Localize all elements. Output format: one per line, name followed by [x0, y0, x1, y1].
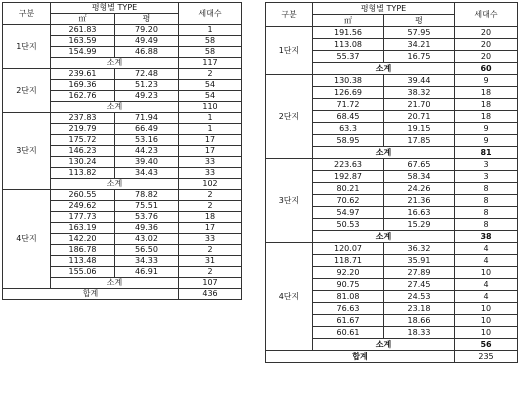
area-pyeong-cell: 36.32 [384, 243, 455, 255]
table-row [266, 159, 518, 171]
pyeong-header: 평 [115, 14, 179, 25]
area-sqm-cell: 249.62 [51, 201, 115, 212]
household-count-cell: 31 [179, 256, 242, 267]
household-count-cell: 17 [179, 146, 242, 157]
household-count-cell: 58 [179, 36, 242, 47]
area-pyeong-cell: 21.36 [384, 195, 455, 207]
household-count-cell: 4 [455, 291, 518, 303]
household-count-cell: 8 [455, 207, 518, 219]
subtotal-label: 소계 [51, 179, 179, 190]
household-count-cell: 9 [455, 123, 518, 135]
area-sqm-cell: 92.20 [313, 267, 384, 279]
pyeong-header: 평 [384, 15, 455, 27]
area-pyeong-cell: 15.29 [384, 219, 455, 231]
area-sqm-cell: 81.08 [313, 291, 384, 303]
area-pyeong-cell: 57.95 [384, 27, 455, 39]
area-pyeong-cell: 21.70 [384, 99, 455, 111]
household-count-cell: 9 [455, 75, 518, 87]
household-count-cell: 9 [455, 135, 518, 147]
household-count-cell: 33 [179, 168, 242, 179]
household-count-cell: 33 [179, 157, 242, 168]
complex-name: 4단지 [266, 243, 313, 351]
area-pyeong-cell: 43.02 [115, 234, 179, 245]
area-sqm-cell: 142.20 [51, 234, 115, 245]
area-sqm-cell: 239.61 [51, 69, 115, 80]
household-count-cell: 4 [455, 255, 518, 267]
complex-name: 2단지 [266, 75, 313, 159]
table-row [3, 190, 242, 201]
area-sqm-cell: 68.45 [313, 111, 384, 123]
subtotal-label: 소계 [51, 102, 179, 113]
area-sqm-cell: 162.76 [51, 91, 115, 102]
area-pyeong-cell: 72.48 [115, 69, 179, 80]
complex-name: 3단지 [266, 159, 313, 243]
household-count-cell: 2 [179, 245, 242, 256]
household-count-cell: 10 [455, 327, 518, 339]
subtotal-value: 38 [455, 231, 518, 243]
area-sqm-cell: 126.69 [313, 87, 384, 99]
household-count-cell: 54 [179, 91, 242, 102]
area-sqm-cell: 50.53 [313, 219, 384, 231]
sqm-header: ㎡ [313, 15, 384, 27]
subtotal-label: 소계 [313, 147, 455, 159]
household-count-cell: 3 [455, 171, 518, 183]
household-count-cell: 18 [455, 87, 518, 99]
household-count-cell: 4 [455, 279, 518, 291]
household-count-cell: 1 [179, 25, 242, 36]
area-pyeong-cell: 38.32 [384, 87, 455, 99]
subtotal-label: 소계 [51, 58, 179, 69]
area-pyeong-cell: 39.44 [384, 75, 455, 87]
area-sqm-cell: 130.24 [51, 157, 115, 168]
complex-name: 1단지 [3, 25, 51, 69]
area-sqm-cell: 261.83 [51, 25, 115, 36]
area-pyeong-cell: 46.91 [115, 267, 179, 278]
area-pyeong-cell: 79.20 [115, 25, 179, 36]
area-sqm-cell: 113.08 [313, 39, 384, 51]
area-pyeong-cell: 18.33 [384, 327, 455, 339]
area-sqm-cell: 118.71 [313, 255, 384, 267]
area-pyeong-cell: 27.89 [384, 267, 455, 279]
area-sqm-cell: 113.48 [51, 256, 115, 267]
area-sqm-cell: 169.36 [51, 80, 115, 91]
total-row [3, 289, 242, 300]
complex-name: 1단지 [266, 27, 313, 75]
area-sqm-cell: 60.61 [313, 327, 384, 339]
area-pyeong-cell: 27.45 [384, 279, 455, 291]
household-count-cell: 20 [455, 39, 518, 51]
area-sqm-cell: 223.63 [313, 159, 384, 171]
right-unit-table [265, 2, 518, 363]
area-sqm-cell: 63.3 [313, 123, 384, 135]
area-sqm-cell: 113.82 [51, 168, 115, 179]
total-value: 436 [179, 289, 242, 300]
households-header: 세대수 [179, 3, 242, 25]
household-count-cell: 54 [179, 80, 242, 91]
area-sqm-cell: 163.19 [51, 223, 115, 234]
area-pyeong-cell: 67.65 [384, 159, 455, 171]
total-value: 235 [455, 351, 518, 363]
area-sqm-cell: 61.67 [313, 315, 384, 327]
area-pyeong-cell: 56.50 [115, 245, 179, 256]
area-sqm-cell: 177.73 [51, 212, 115, 223]
area-sqm-cell: 58.95 [313, 135, 384, 147]
household-count-cell: 3 [455, 159, 518, 171]
household-count-cell: 2 [179, 201, 242, 212]
complex-name: 4단지 [3, 190, 51, 289]
subtotal-value: 56 [455, 339, 518, 351]
households-header: 세대수 [455, 3, 518, 27]
area-pyeong-cell: 51.23 [115, 80, 179, 91]
area-pyeong-cell: 23.18 [384, 303, 455, 315]
household-count-cell: 18 [455, 99, 518, 111]
household-count-cell: 18 [179, 212, 242, 223]
area-pyeong-cell: 34.21 [384, 39, 455, 51]
area-pyeong-cell: 53.76 [115, 212, 179, 223]
area-pyeong-cell: 78.82 [115, 190, 179, 201]
complex-name: 3단지 [3, 113, 51, 190]
household-count-cell: 58 [179, 47, 242, 58]
subtotal-label: 소계 [51, 278, 179, 289]
area-sqm-cell: 71.72 [313, 99, 384, 111]
area-pyeong-cell: 24.26 [384, 183, 455, 195]
household-count-cell: 8 [455, 219, 518, 231]
area-sqm-cell: 90.75 [313, 279, 384, 291]
area-sqm-cell: 54.97 [313, 207, 384, 219]
area-pyeong-cell: 49.23 [115, 91, 179, 102]
area-sqm-cell: 155.06 [51, 267, 115, 278]
area-sqm-cell: 80.21 [313, 183, 384, 195]
household-count-cell: 17 [179, 135, 242, 146]
area-sqm-cell: 260.55 [51, 190, 115, 201]
area-pyeong-cell: 17.85 [384, 135, 455, 147]
area-pyeong-cell: 35.91 [384, 255, 455, 267]
total-label: 합계 [3, 289, 179, 300]
area-pyeong-cell: 71.94 [115, 113, 179, 124]
household-count-cell: 17 [179, 223, 242, 234]
subtotal-value: 81 [455, 147, 518, 159]
table-row [3, 113, 242, 124]
household-count-cell: 10 [455, 315, 518, 327]
table-row [3, 25, 242, 36]
left-unit-table [2, 2, 242, 300]
household-count-cell: 4 [455, 243, 518, 255]
area-pyeong-cell: 24.53 [384, 291, 455, 303]
area-pyeong-cell: 34.33 [115, 256, 179, 267]
area-pyeong-cell: 16.63 [384, 207, 455, 219]
area-pyeong-cell: 44.23 [115, 146, 179, 157]
sqm-header: ㎡ [51, 14, 115, 25]
header-row [3, 3, 242, 14]
household-count-cell: 1 [179, 113, 242, 124]
area-sqm-cell: 120.07 [313, 243, 384, 255]
subtotal-label: 소계 [313, 231, 455, 243]
household-count-cell: 10 [455, 267, 518, 279]
area-sqm-cell: 237.83 [51, 113, 115, 124]
area-sqm-cell: 192.87 [313, 171, 384, 183]
total-label: 합계 [266, 351, 455, 363]
household-count-cell: 2 [179, 190, 242, 201]
division-header: 구분 [266, 3, 313, 27]
household-count-cell: 1 [179, 124, 242, 135]
subtotal-value: 102 [179, 179, 242, 190]
household-count-cell: 8 [455, 195, 518, 207]
household-count-cell: 8 [455, 183, 518, 195]
area-pyeong-cell: 49.36 [115, 223, 179, 234]
household-count-cell: 18 [455, 111, 518, 123]
area-pyeong-cell: 18.66 [384, 315, 455, 327]
area-pyeong-cell: 46.88 [115, 47, 179, 58]
subtotal-label: 소계 [313, 63, 455, 75]
household-count-cell: 2 [179, 69, 242, 80]
area-sqm-cell: 76.63 [313, 303, 384, 315]
subtotal-value: 117 [179, 58, 242, 69]
area-sqm-cell: 191.56 [313, 27, 384, 39]
area-pyeong-cell: 16.75 [384, 51, 455, 63]
complex-name: 2단지 [3, 69, 51, 113]
header-row [266, 3, 518, 15]
household-count-cell: 33 [179, 234, 242, 245]
subtotal-label: 소계 [313, 339, 455, 351]
household-count-cell: 2 [179, 267, 242, 278]
area-pyeong-cell: 49.49 [115, 36, 179, 47]
area-sqm-cell: 219.79 [51, 124, 115, 135]
table-row [3, 69, 242, 80]
table-row [266, 27, 518, 39]
area-sqm-cell: 154.99 [51, 47, 115, 58]
area-sqm-cell: 186.78 [51, 245, 115, 256]
type-group-header: 평형별 TYPE [313, 3, 455, 15]
subtotal-value: 60 [455, 63, 518, 75]
area-pyeong-cell: 34.43 [115, 168, 179, 179]
division-header: 구분 [3, 3, 51, 25]
subtotal-value: 110 [179, 102, 242, 113]
household-count-cell: 20 [455, 51, 518, 63]
household-count-cell: 10 [455, 303, 518, 315]
table-row [266, 243, 518, 255]
area-pyeong-cell: 39.40 [115, 157, 179, 168]
subtotal-value: 107 [179, 278, 242, 289]
total-row [266, 351, 518, 363]
area-sqm-cell: 175.72 [51, 135, 115, 146]
type-group-header: 평형별 TYPE [51, 3, 179, 14]
area-sqm-cell: 130.38 [313, 75, 384, 87]
area-sqm-cell: 163.59 [51, 36, 115, 47]
table-row [266, 75, 518, 87]
area-pyeong-cell: 19.15 [384, 123, 455, 135]
area-pyeong-cell: 58.34 [384, 171, 455, 183]
area-pyeong-cell: 20.71 [384, 111, 455, 123]
area-sqm-cell: 55.37 [313, 51, 384, 63]
area-sqm-cell: 70.62 [313, 195, 384, 207]
area-pyeong-cell: 66.49 [115, 124, 179, 135]
household-count-cell: 20 [455, 27, 518, 39]
area-pyeong-cell: 75.51 [115, 201, 179, 212]
area-sqm-cell: 146.23 [51, 146, 115, 157]
area-pyeong-cell: 53.16 [115, 135, 179, 146]
